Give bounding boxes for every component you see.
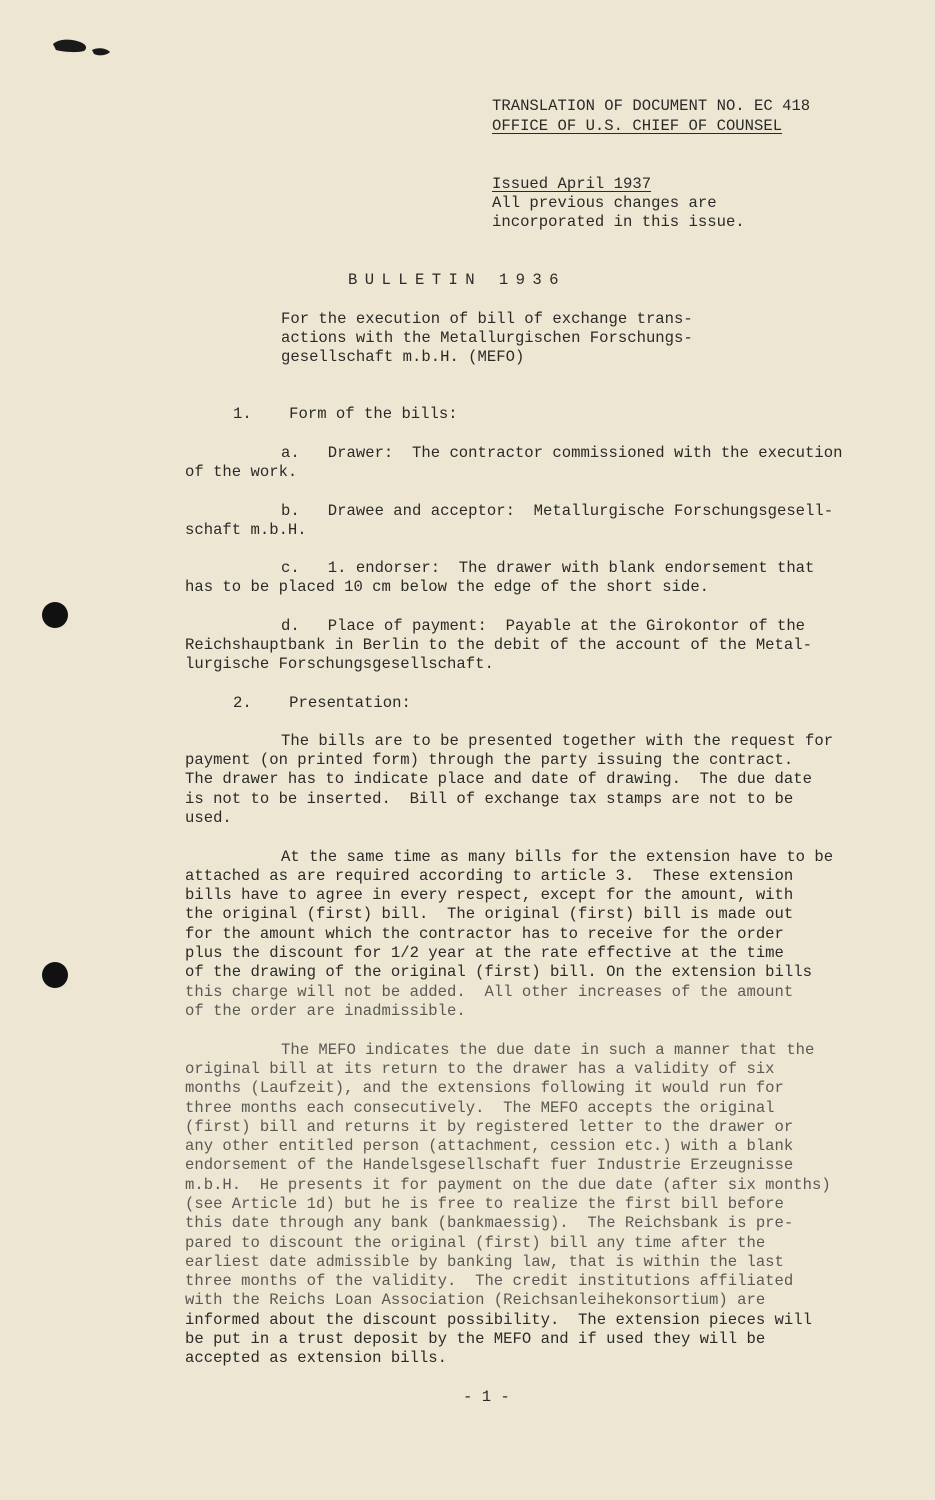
item-c-line-1: c. 1. endorser: The drawer with blank endorsement that <box>281 559 815 577</box>
para-2-line: plus the discount for 1/2 year at the rate effective at the time <box>185 944 784 962</box>
item-b-line-1: b. Drawee and acceptor: Metallurgische Forschungsgesell- <box>281 502 834 520</box>
section-1-heading: 1. Form of the bills: <box>233 405 458 423</box>
punch-hole-upper <box>42 602 68 628</box>
para-3-line: endorsement of the Handelsgesellschaft fuer Industrie Erzeugnisse <box>185 1156 794 1174</box>
para-3-line: original bill at its return to the drawer has a validity of six <box>185 1060 775 1078</box>
para-3-line: accepted as extension bills. <box>185 1349 448 1367</box>
ink-smudge-mark <box>50 36 120 62</box>
para-3-line: The MEFO indicates the due date in such a manner that the <box>281 1041 815 1059</box>
intro-line-3: gesellschaft m.b.H. (MEFO) <box>281 348 525 366</box>
bulletin-title: BULLETIN 1936 <box>348 271 566 289</box>
item-a-line-1: a. Drawer: The contractor commissioned with the execution <box>281 444 843 462</box>
para-2-line: At the same time as many bills for the extension have to be <box>281 848 834 866</box>
para-3-line: pared to discount the original (first) bill any time after the <box>185 1234 766 1252</box>
para-3-line: informed about the discount possibility. The extension pieces will <box>185 1311 812 1329</box>
para-3-line: three months of the validity. The credit institutions affiliated <box>185 1272 794 1290</box>
para-2-line: for the amount which the contractor has to receive for the order <box>185 925 784 943</box>
header-line-2: OFFICE OF U.S. CHIEF OF COUNSEL <box>492 117 783 135</box>
para-2-line: the original (first) bill. The original (first) bill is made out <box>185 905 794 923</box>
item-d-line-3: lurgische Forschungsgesellschaft. <box>185 655 494 673</box>
para-2-line: bills have to agree in every respect, except for the amount, with <box>185 886 794 904</box>
section-2-heading: 2. Presentation: <box>233 694 411 712</box>
para-3-line: (first) bill and returns it by registered letter to the drawer or <box>185 1118 794 1136</box>
item-c-line-2: has to be placed 10 cm below the edge of the short side. <box>185 578 710 596</box>
para-2-line: attached as are required according to article 3. These extension <box>185 867 794 885</box>
para-1-line: payment (on printed form) through the party issuing the contract. <box>185 751 794 769</box>
para-3-line: three months each consecutively. The MEFO accepts the original <box>185 1099 775 1117</box>
para-1-line: used. <box>185 809 232 827</box>
intro-line-2: actions with the Metallurgischen Forschungs- <box>281 329 693 347</box>
issue-note-2: incorporated in this issue. <box>492 213 745 231</box>
para-3-line: m.b.H. He presents it for payment on the due date (after six months) <box>185 1176 831 1194</box>
intro-line-1: For the execution of bill of exchange trans- <box>281 310 693 328</box>
para-3-line: with the Reichs Loan Association (Reichsanleihekonsortium) are <box>185 1291 766 1309</box>
item-b-line-2: schaft m.b.H. <box>185 521 307 539</box>
para-3-line: earliest date admissible by banking law, that is within the last <box>185 1253 784 1271</box>
item-d-line-1: d. Place of payment: Payable at the Girokontor of the <box>281 617 806 635</box>
para-1-line: The bills are to be presented together with the request for <box>281 732 834 750</box>
para-2-line: of the order are inadmissible. <box>185 1002 466 1020</box>
header-line-1: TRANSLATION OF DOCUMENT NO. EC 418 <box>492 97 811 115</box>
para-2-line: this charge will not be added. All other increases of the amount <box>185 983 794 1001</box>
para-2-line: of the drawing of the original (first) bill. On the extension bills <box>185 963 812 981</box>
item-a-line-2: of the work. <box>185 463 298 481</box>
item-d-line-2: Reichshauptbank in Berlin to the debit of the account of the Metal- <box>185 636 812 654</box>
page-number: - 1 - <box>463 1388 510 1406</box>
issue-date: Issued April 1937 <box>492 175 652 193</box>
para-3-line: months (Laufzeit), and the extensions following it would run for <box>185 1079 784 1097</box>
para-1-line: The drawer has to indicate place and date of drawing. The due date <box>185 770 812 788</box>
punch-hole-lower <box>42 962 68 988</box>
para-3-line: (see Article 1d) but he is free to realize the first bill before <box>185 1195 784 1213</box>
para-3-line: any other entitled person (attachment, cession etc.) with a blank <box>185 1137 794 1155</box>
para-3-line: be put in a trust deposit by the MEFO and if used they will be <box>185 1330 766 1348</box>
para-3-line: this date through any bank (bankmaessig). The Reichsbank is pre- <box>185 1214 794 1232</box>
para-1-line: is not to be inserted. Bill of exchange tax stamps are not to be <box>185 790 794 808</box>
issue-note-1: All previous changes are <box>492 194 717 212</box>
